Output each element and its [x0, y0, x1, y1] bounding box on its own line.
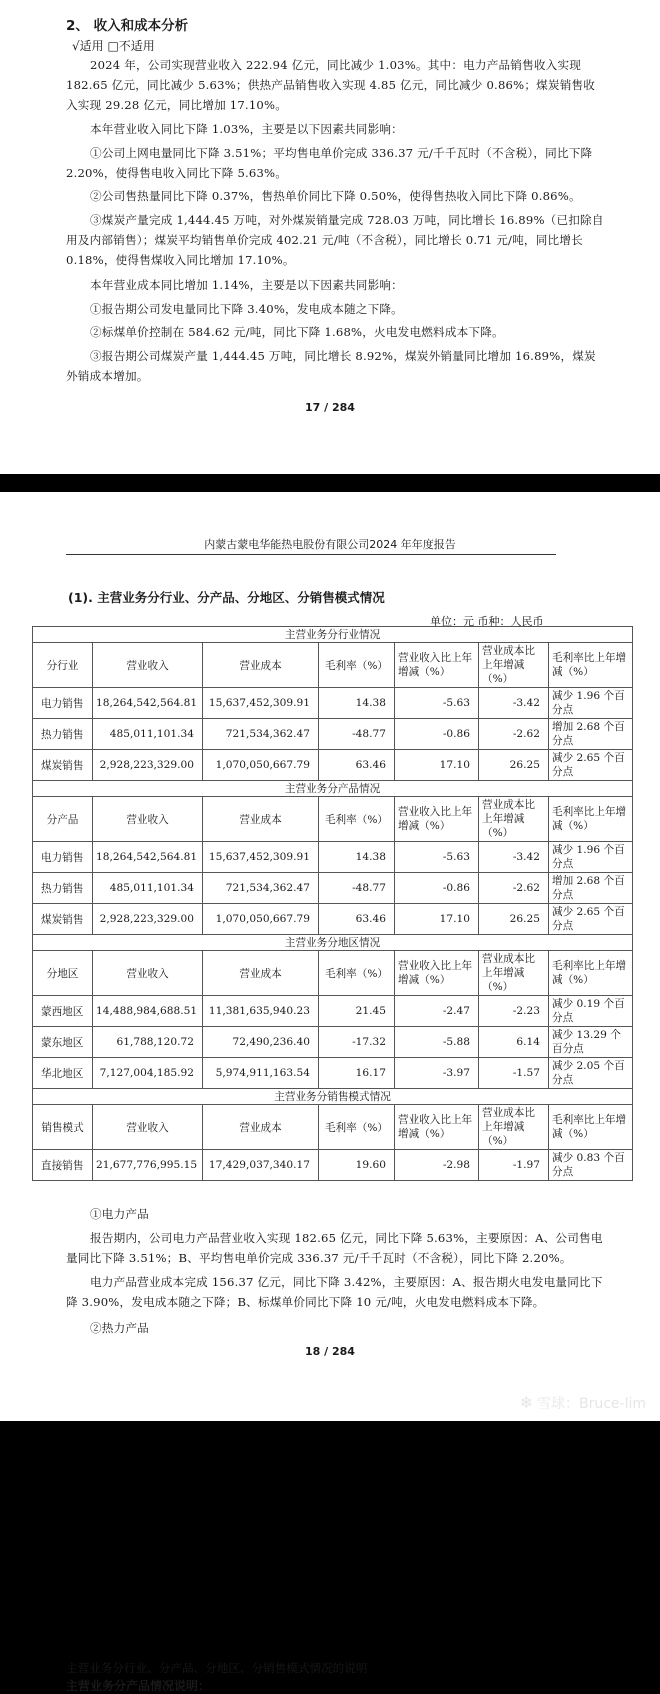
table-row: [33, 1058, 633, 1089]
column-header: 营业收入比上年增减（%）: [395, 797, 479, 842]
table-cell: -0.86: [395, 719, 479, 750]
table-cell: 14,488,984,688.51: [93, 996, 203, 1027]
table-header-row: [33, 797, 633, 842]
table-cell: -5.88: [395, 1027, 479, 1058]
column-header: 毛利率（%）: [319, 1105, 395, 1150]
table-cell: 减少 2.05 个百分点: [549, 1058, 633, 1089]
paragraph: ①公司上网电量同比下降 3.51%；平均售电单价完成 336.37 元/千千瓦时（不含税），同比下降 2.20%，使得售电收入同比下降 5.63%。: [66, 146, 593, 180]
table-cell: 煤炭销售: [33, 750, 93, 781]
table-cell: 14.38: [319, 842, 395, 873]
table-cell: 485,011,101.34: [93, 719, 203, 750]
table-cell: 减少 2.65 个百分点: [549, 904, 633, 935]
table-cell: 减少 0.19 个百分点: [549, 996, 633, 1027]
column-header: 营业成本比上年增减（%）: [479, 1105, 549, 1150]
table-row: [33, 873, 633, 904]
column-header: 营业成本: [203, 797, 319, 842]
table-cell: 721,534,362.47: [203, 873, 319, 904]
table-cell: 6.14: [479, 1027, 549, 1058]
running-header: 内蒙古蒙电华能热电股份有限公司2024 年年度报告: [204, 538, 456, 551]
table-cell: -2.47: [395, 996, 479, 1027]
table-cell: 15,637,452,309.91: [203, 688, 319, 719]
table-cell: -2.62: [479, 873, 549, 904]
paragraph: ②标煤单价控制在 584.62 元/吨，同比下降 1.68%，火电发电燃料成本下降。: [90, 325, 504, 339]
paragraph: ①报告期公司发电量同比下降 3.40%，发电成本随之下降。: [90, 302, 403, 316]
table-cell: -3.42: [479, 688, 549, 719]
column-header: 营业收入: [93, 951, 203, 996]
column-header: 销售模式: [33, 1105, 93, 1150]
group-title-row: [33, 627, 633, 643]
table-cell: 26.25: [479, 904, 549, 935]
table-cell: -48.77: [319, 873, 395, 904]
column-header: 毛利率比上年增减（%）: [549, 797, 633, 842]
section-heading: 2、 收入和成本分析: [66, 18, 189, 34]
unit-currency-note: 单位：元 币种：人民币: [430, 615, 544, 628]
table-cell: 减少 2.65 个百分点: [549, 750, 633, 781]
group-title-row: [33, 781, 633, 797]
column-header: 毛利率（%）: [319, 643, 395, 688]
page-number: 18 / 284: [305, 1345, 355, 1358]
table-cell: 电力销售: [33, 842, 93, 873]
column-header: 营业成本比上年增减（%）: [479, 951, 549, 996]
table-cell: 5,974,911,163.54: [203, 1058, 319, 1089]
column-header: 分产品: [33, 797, 93, 842]
watermark: [520, 1393, 646, 1413]
column-header: 毛利率比上年增减（%）: [549, 951, 633, 996]
table-row: [33, 1150, 633, 1181]
snowball-logo-icon: ❄: [519, 1393, 533, 1412]
paragraph: 2024 年，公司实现营业收入 222.94 亿元，同比减少 1.03%。其中：电力产品销售收入实现 182.65 亿元，同比减少 5.63%；供热产品销售收入实现 4.85 亿元，同比减少 0.86%；煤炭销售收入实现 29.28 亿元，同比增加 17.10%。: [66, 58, 596, 112]
table-row: [33, 996, 633, 1027]
table-header-row: [33, 951, 633, 996]
column-header: 营业成本: [203, 951, 319, 996]
table-cell: -48.77: [319, 719, 395, 750]
paragraph: ③报告期公司煤炭产量 1,444.45 万吨，同比增长 8.92%，煤炭外销量同比增加 16.89%，煤炭外销成本增加。: [66, 349, 596, 383]
column-header: 营业成本: [203, 643, 319, 688]
table-cell: 煤炭销售: [33, 904, 93, 935]
report-page-17: [0, 0, 660, 474]
column-header: 营业收入: [93, 1105, 203, 1150]
group-title: 主营业务分地区情况: [33, 935, 633, 951]
table-cell: 17.10: [395, 750, 479, 781]
table-cell: 增加 2.68 个百分点: [549, 873, 633, 904]
table-cell: -2.98: [395, 1150, 479, 1181]
table-cell: -5.63: [395, 842, 479, 873]
group-title: 主营业务分产品情况: [33, 781, 633, 797]
table-cell: -2.62: [479, 719, 549, 750]
table-cell: 61,788,120.72: [93, 1027, 203, 1058]
table-cell: -2.23: [479, 996, 549, 1027]
table-row: [33, 750, 633, 781]
table-cell: 1,070,050,667.79: [203, 750, 319, 781]
paragraph: 报告期内，公司电力产品营业收入实现 182.65 亿元，同比下降 5.63%，主要原因：A、公司售电量同比下降 3.51%；B、平均售电单价完成 336.37 元/千千瓦时（不含税），同比下降 2.20%。: [66, 1231, 603, 1265]
column-header: 营业成本: [203, 1105, 319, 1150]
table-cell: 72,490,236.40: [203, 1027, 319, 1058]
table-cell: 2,928,223,329.00: [93, 750, 203, 781]
table-cell: 63.46: [319, 904, 395, 935]
table-header-row: [33, 1105, 633, 1150]
group-title-row: [33, 1089, 633, 1105]
table-cell: -0.86: [395, 873, 479, 904]
column-header: 营业收入: [93, 643, 203, 688]
table-cell: 18,264,542,564.81: [93, 688, 203, 719]
watermark-text: 雪球：Bruce-lim: [536, 1396, 646, 1412]
paragraph: ③煤炭产量完成 1,444.45 万吨，对外煤炭销量完成 728.03 万吨，同比增长 16.89%（已扣除自用及内部销售）；煤炭平均销售单价完成 402.21 元/吨（不含税），同比增长 0.71 元/吨，同比增长 0.18%，使得售煤收入同比增加 17.10%。: [66, 213, 604, 267]
explanation-line: 主营业务分行业、分产品、分地区、分销售模式情况的说明: [66, 1661, 368, 1675]
table-cell: 减少 13.29 个百分点: [549, 1027, 633, 1058]
page-number: 17 / 284: [305, 401, 355, 414]
table-cell: -17.32: [319, 1027, 395, 1058]
paragraph: ②公司售热量同比下降 0.37%，售热单价同比下降 0.50%，使得售热收入同比下降 0.86%。: [90, 189, 581, 203]
column-header: 毛利率比上年增减（%）: [549, 1105, 633, 1150]
table-cell: 19.60: [319, 1150, 395, 1181]
column-header: 分地区: [33, 951, 93, 996]
table-cell: 14.38: [319, 688, 395, 719]
table-cell: -3.97: [395, 1058, 479, 1089]
table-row: [33, 719, 633, 750]
table-row: [33, 1027, 633, 1058]
table-cell: 15,637,452,309.91: [203, 842, 319, 873]
column-header: 毛利率（%）: [319, 797, 395, 842]
table-cell: -1.97: [479, 1150, 549, 1181]
section-title: (1). 主营业务分行业、分产品、分地区、分销售模式情况: [68, 590, 385, 605]
paragraph: 本年营业成本同比增加 1.14%，主要是以下因素共同影响：: [90, 278, 403, 292]
table-cell: 11,381,635,940.23: [203, 996, 319, 1027]
table-cell: 21,677,776,995.15: [93, 1150, 203, 1181]
table-cell: 485,011,101.34: [93, 873, 203, 904]
table-cell: 16.17: [319, 1058, 395, 1089]
header-divider: [66, 554, 556, 555]
table-cell: 21.45: [319, 996, 395, 1027]
table-row: [33, 688, 633, 719]
table-cell: 直接销售: [33, 1150, 93, 1181]
column-header: 营业成本比上年增减（%）: [479, 643, 549, 688]
table-cell: 蒙东地区: [33, 1027, 93, 1058]
table-cell: -3.42: [479, 842, 549, 873]
group-title-row: [33, 935, 633, 951]
table-cell: -5.63: [395, 688, 479, 719]
column-header: 毛利率比上年增减（%）: [549, 643, 633, 688]
column-header: 营业收入: [93, 797, 203, 842]
paragraph: ②热力产品: [90, 1321, 149, 1335]
table-cell: 减少 1.96 个百分点: [549, 842, 633, 873]
paragraph: 本年营业收入同比下降 1.03%，主要是以下因素共同影响：: [90, 122, 403, 136]
table-cell: 增加 2.68 个百分点: [549, 719, 633, 750]
table-row: [33, 904, 633, 935]
table-cell: 电力销售: [33, 688, 93, 719]
column-header: 营业成本比上年增减（%）: [479, 797, 549, 842]
main-business-table: [32, 626, 633, 1181]
table-cell: 26.25: [479, 750, 549, 781]
table-row: [33, 842, 633, 873]
table-cell: 63.46: [319, 750, 395, 781]
column-header: 营业收入比上年增减（%）: [395, 951, 479, 996]
column-header: 营业收入比上年增减（%）: [395, 1105, 479, 1150]
table-cell: 热力销售: [33, 719, 93, 750]
column-header: 分行业: [33, 643, 93, 688]
report-page-18: [0, 492, 660, 1693]
column-header: 毛利率（%）: [319, 951, 395, 996]
table-cell: 减少 0.83 个百分点: [549, 1150, 633, 1181]
explanation-heading: 主营业务分产品情况说明：: [66, 1679, 211, 1693]
applicable-checkbox-text: √适用 □不适用: [72, 39, 155, 53]
table-cell: 1,070,050,667.79: [203, 904, 319, 935]
table-header-row: [33, 643, 633, 688]
table-cell: 2,928,223,329.00: [93, 904, 203, 935]
table-cell: 蒙西地区: [33, 996, 93, 1027]
paragraph: 电力产品营业成本完成 156.37 亿元，同比下降 3.42%，主要原因：A、报告期火电发电量同比下降 3.90%，发电成本随之下降；B、标煤单价同比下降 10 元/吨，火电发电燃料成本下降。: [66, 1275, 603, 1309]
paragraph: ①电力产品: [90, 1207, 149, 1221]
table-cell: -1.57: [479, 1058, 549, 1089]
table-cell: 17,429,037,340.17: [203, 1150, 319, 1181]
column-header: 营业收入比上年增减（%）: [395, 643, 479, 688]
table-cell: 721,534,362.47: [203, 719, 319, 750]
table-cell: 7,127,004,185.92: [93, 1058, 203, 1089]
group-title: 主营业务分行业情况: [33, 627, 633, 643]
group-title: 主营业务分销售模式情况: [33, 1089, 633, 1105]
table-cell: 减少 1.96 个百分点: [549, 688, 633, 719]
table-cell: 18,264,542,564.81: [93, 842, 203, 873]
table-cell: 华北地区: [33, 1058, 93, 1089]
table-cell: 热力销售: [33, 873, 93, 904]
table-cell: 17.10: [395, 904, 479, 935]
